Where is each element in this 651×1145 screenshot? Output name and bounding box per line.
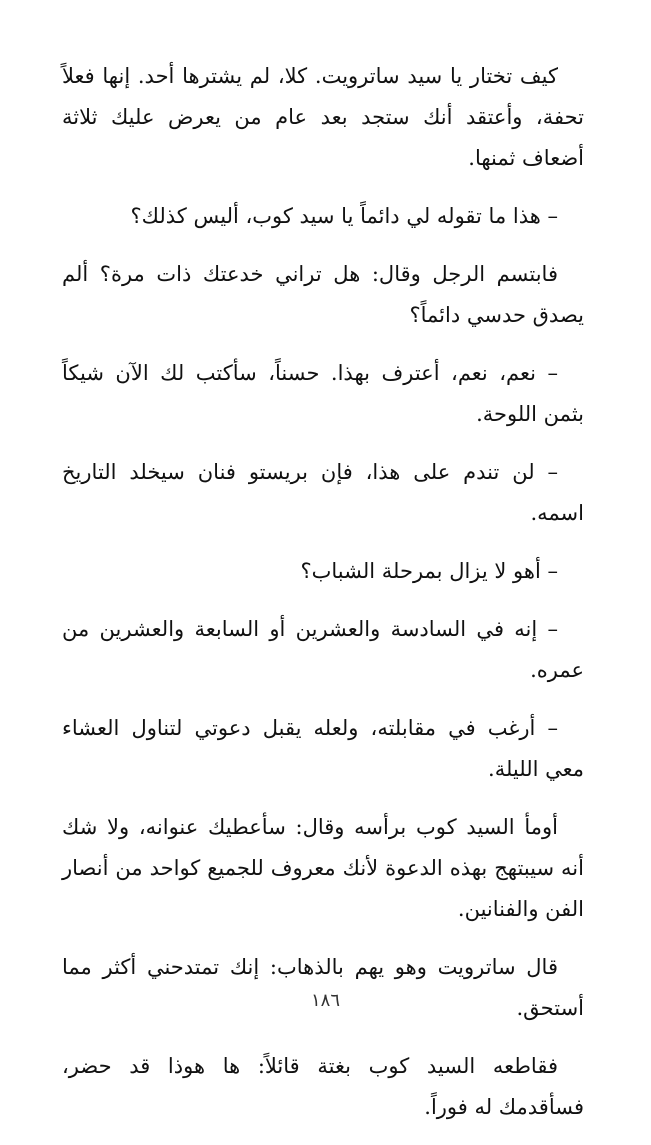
- page-text: [62, 56, 584, 1145]
- paragraph-10: قال ساترويت وهو يهم بالذهاب: إنك تمتدحني أكثر مما أستحق.: [62, 955, 584, 1020]
- paragraph-1: كيف تختار يا سيد ساترويت. كلا، لم يشترها أحد. إنها فعلاً تحفة، وأعتقد أنك ستجد بعد عام من يعرض عليك ثلاثة أضعاف ثمنها.: [62, 64, 584, 170]
- paragraph-11: فقاطعه السيد كوب بغتة قائلاً: ها هوذا قد حضر، فسأقدمك له فوراً.: [62, 1054, 584, 1119]
- paragraph-7: – إنه في السادسة والعشرين أو السابعة والعشرين من عمره.: [62, 617, 584, 682]
- paragraph-4: – نعم، نعم، أعترف بهذا. حسناً، سأكتب لك الآن شيكاً بثمن اللوحة.: [62, 361, 584, 426]
- paragraph-8: – أرغب في مقابلته، ولعله يقبل دعوتي لتناول العشاء معي الليلة.: [62, 716, 584, 781]
- paragraph-2: – هذا ما تقوله لي دائماً يا سيد كوب، أليس كذلك؟: [130, 204, 558, 228]
- paragraph-5: – لن تندم على هذا، فإن بريستو فنان سيخلد التاريخ اسمه.: [62, 460, 584, 525]
- paragraph-9: أومأ السيد كوب برأسه وقال: سأعطيك عنوانه، ولا شك أنه سيبتهج بهذه الدعوة لأنك معروف للجميع كواحد من أنصار الفن والفنانين.: [62, 815, 584, 921]
- paragraph-3: فابتسم الرجل وقال: هل تراني خدعتك ذات مرة؟ ألم يصدق حدسي دائماً؟: [62, 262, 584, 327]
- page-number: ١٨٦: [310, 990, 340, 1011]
- paragraph-6: – أهو لا يزال بمرحلة الشباب؟: [300, 559, 558, 583]
